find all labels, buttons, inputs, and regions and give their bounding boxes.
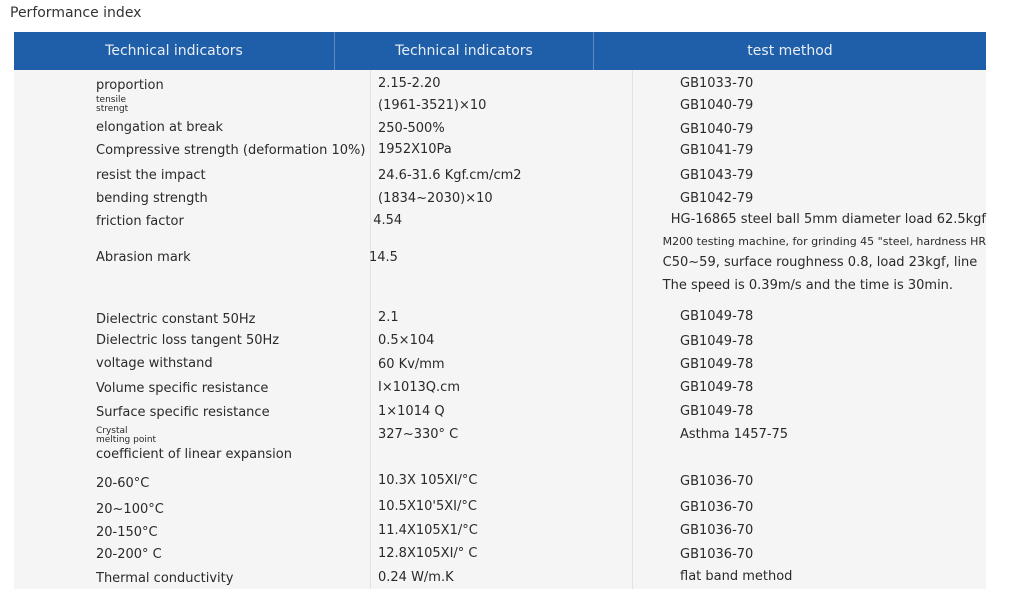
indicator-name: Crystal bbox=[96, 426, 128, 436]
test-method: GB1040-79 bbox=[680, 98, 754, 113]
table-body bbox=[14, 70, 986, 589]
indicator-name: resist the impact bbox=[96, 168, 206, 183]
test-method-cell bbox=[632, 70, 986, 92]
indicator-value: I×1013Q.cm bbox=[378, 380, 460, 395]
indicator-name: 20-150°C bbox=[96, 525, 158, 540]
table-row bbox=[14, 518, 986, 541]
indicator-value-cell bbox=[370, 494, 632, 518]
indicator-name-cell bbox=[14, 565, 370, 589]
test-method-cell bbox=[632, 305, 986, 329]
test-method-cell bbox=[632, 352, 986, 376]
table-row bbox=[14, 116, 986, 138]
test-method-cell bbox=[632, 518, 986, 541]
indicator-value: 250-500% bbox=[378, 121, 445, 136]
test-method-line: C50~59, surface roughness 0.8, load 23kgf, line bbox=[662, 255, 978, 270]
indicator-name-cell bbox=[14, 138, 370, 162]
indicator-value-cell bbox=[370, 162, 632, 186]
table-row bbox=[14, 447, 986, 469]
indicator-value: 14.5 bbox=[369, 250, 398, 265]
indicator-name-cell bbox=[14, 162, 370, 186]
test-method: GB1033-70 bbox=[680, 76, 754, 91]
indicator-name-cell bbox=[14, 352, 370, 376]
test-method: GB1049-78 bbox=[680, 357, 754, 372]
indicator-value: 24.6-31.6 Kgf.cm/cm2 bbox=[378, 168, 522, 183]
indicator-name: elongation at break bbox=[96, 120, 224, 135]
indicator-value: 11.4X105X1/°C bbox=[378, 523, 478, 538]
indicator-name: Abrasion mark bbox=[96, 250, 191, 265]
table-row bbox=[14, 352, 986, 376]
indicator-value: 0.5×104 bbox=[378, 333, 435, 348]
indicator-value-cell bbox=[361, 233, 615, 305]
indicator-name-cell bbox=[14, 305, 370, 329]
table-row bbox=[14, 541, 986, 565]
test-method-cell bbox=[632, 469, 986, 494]
indicator-value-cell bbox=[370, 518, 632, 541]
indicator-value-cell bbox=[370, 70, 632, 92]
indicator-value-cell bbox=[370, 399, 632, 423]
indicator-name-cell bbox=[14, 541, 370, 565]
indicator-value-cell bbox=[370, 352, 632, 376]
table-row bbox=[14, 376, 986, 399]
indicator-value-cell bbox=[365, 209, 623, 233]
table-row bbox=[14, 162, 986, 186]
indicator-name: Dielectric constant 50Hz bbox=[96, 312, 256, 327]
indicator-value-cell bbox=[370, 186, 632, 209]
indicator-name: Volume specific resistance bbox=[96, 381, 269, 396]
table-row bbox=[14, 469, 986, 494]
indicator-name-cell bbox=[14, 116, 370, 138]
indicator-value: 1952X10Pa bbox=[378, 142, 452, 157]
test-method: GB1036-70 bbox=[680, 474, 754, 489]
test-method: GB1049-78 bbox=[680, 380, 754, 395]
test-method-cell bbox=[632, 186, 986, 209]
indicator-value: 4.54 bbox=[373, 213, 403, 228]
indicator-name: bending strength bbox=[96, 191, 208, 206]
indicator-name: Surface specific resistance bbox=[96, 405, 270, 420]
indicator-name-cell bbox=[14, 209, 365, 233]
indicator-name-cell bbox=[14, 494, 370, 518]
indicator-value-cell bbox=[370, 138, 632, 162]
indicator-value: 327~330° C bbox=[378, 427, 459, 442]
indicator-name-cell bbox=[14, 518, 370, 541]
test-method-cell bbox=[632, 162, 986, 186]
indicator-value: (1961-3521)×10 bbox=[378, 98, 487, 113]
indicator-value-cell bbox=[370, 329, 632, 352]
test-method: GB1036-70 bbox=[680, 547, 754, 562]
indicator-value-cell bbox=[370, 565, 632, 589]
table-row bbox=[14, 70, 986, 92]
indicator-value-cell bbox=[370, 305, 632, 329]
indicator-value: 60 Kv/mm bbox=[378, 357, 445, 372]
indicator-value-cell bbox=[370, 376, 632, 399]
test-method: GB1043-79 bbox=[680, 168, 754, 183]
table-row bbox=[14, 92, 986, 116]
test-method-cell bbox=[632, 565, 986, 589]
test-method-cell bbox=[623, 209, 986, 233]
indicator-name: Dielectric loss tangent 50Hz bbox=[96, 333, 280, 348]
indicator-value: (1834~2030)×10 bbox=[378, 191, 493, 206]
indicator-name: tensile bbox=[96, 95, 126, 105]
test-method: GB1041-79 bbox=[680, 143, 754, 158]
test-method-cell bbox=[632, 494, 986, 518]
table-row bbox=[14, 209, 986, 233]
indicator-name-cell bbox=[14, 329, 370, 352]
indicator-name: 20-60°C bbox=[96, 476, 150, 491]
indicator-value: 0.24 W/m.K bbox=[378, 570, 454, 585]
indicator-name-cell bbox=[14, 469, 370, 494]
table-row bbox=[14, 494, 986, 518]
test-method-cell bbox=[632, 116, 986, 138]
indicator-name-cell bbox=[14, 423, 370, 447]
test-method: HG-16865 steel ball 5mm diameter load 62.5kgf bbox=[670, 212, 986, 227]
page-title: Performance index bbox=[10, 5, 142, 21]
test-method: GB1042-79 bbox=[680, 191, 754, 206]
test-method-cell bbox=[632, 423, 986, 447]
test-method-cell bbox=[632, 138, 986, 162]
test-method-cell bbox=[632, 447, 986, 469]
indicator-name: proportion bbox=[96, 78, 164, 93]
test-method: flat band method bbox=[680, 569, 793, 584]
test-method: GB1049-78 bbox=[680, 309, 754, 324]
test-method-line: The speed is 0.39m/s and the time is 30min. bbox=[662, 278, 954, 293]
test-method-cell bbox=[632, 541, 986, 565]
table-row bbox=[14, 423, 986, 447]
test-method: Asthma 1457-75 bbox=[680, 427, 789, 442]
header-test-method: test method bbox=[593, 32, 986, 70]
table-row bbox=[14, 305, 986, 329]
test-method: GB1036-70 bbox=[680, 500, 754, 515]
indicator-name-cell bbox=[14, 70, 370, 92]
indicator-name-cell bbox=[14, 376, 370, 399]
test-method: GB1040-79 bbox=[680, 122, 754, 137]
indicator-value: 10.5X10'5XI/°C bbox=[378, 499, 477, 514]
table-row bbox=[14, 138, 986, 162]
indicator-value-cell bbox=[370, 541, 632, 565]
indicator-name: friction factor bbox=[96, 214, 184, 229]
indicator-name-cell bbox=[14, 233, 361, 305]
header-technical-indicators: Technical indicators bbox=[105, 43, 243, 59]
indicator-value: 2.15-2.20 bbox=[378, 76, 441, 91]
indicator-name-cell bbox=[14, 399, 370, 423]
indicator-name: 20~100°C bbox=[96, 502, 164, 517]
indicator-value: 1×1014 Q bbox=[378, 404, 445, 419]
indicator-name-cell bbox=[14, 447, 370, 469]
indicator-name: Compressive strength (deformation 10%) bbox=[96, 143, 366, 158]
table-row bbox=[14, 186, 986, 209]
performance-table bbox=[14, 32, 986, 589]
indicator-value-cell bbox=[370, 423, 632, 447]
indicator-value-cell bbox=[370, 116, 632, 138]
indicator-value-cell bbox=[370, 447, 632, 469]
indicator-value: 10.3X 105XI/°C bbox=[378, 473, 478, 488]
indicator-name: 20-200° C bbox=[96, 547, 162, 562]
test-method-cell bbox=[632, 92, 986, 116]
indicator-value: 12.8X105XI/° C bbox=[378, 546, 478, 561]
indicator-name: voltage withstand bbox=[96, 356, 213, 371]
test-method-line: M200 testing machine, for grinding 45 "steel, hardness HR bbox=[662, 235, 986, 248]
test-method-cell bbox=[632, 376, 986, 399]
table-row bbox=[14, 399, 986, 423]
indicator-name-sub: strengt bbox=[96, 104, 129, 114]
indicator-name: coefficient of linear expansion bbox=[96, 447, 292, 462]
indicator-value-cell bbox=[370, 92, 632, 116]
indicator-name-sub: melting point bbox=[96, 435, 157, 445]
test-method-cell bbox=[632, 399, 986, 423]
indicator-name: Thermal conductivity bbox=[96, 571, 234, 586]
indicator-name-cell bbox=[14, 92, 370, 116]
test-method: GB1049-78 bbox=[680, 404, 754, 419]
test-method: GB1036-70 bbox=[680, 523, 754, 538]
indicator-name-cell bbox=[14, 186, 370, 209]
indicator-value: 2.1 bbox=[378, 310, 399, 325]
table-row bbox=[14, 329, 986, 352]
table-row bbox=[14, 565, 986, 589]
test-method: GB1049-78 bbox=[680, 334, 754, 349]
test-method-cell bbox=[615, 233, 986, 305]
table-header bbox=[14, 32, 986, 70]
header-technical-indicators-value: Technical indicators bbox=[334, 32, 593, 70]
table-row bbox=[14, 233, 986, 305]
indicator-value-cell bbox=[370, 469, 632, 494]
test-method-cell bbox=[632, 329, 986, 352]
